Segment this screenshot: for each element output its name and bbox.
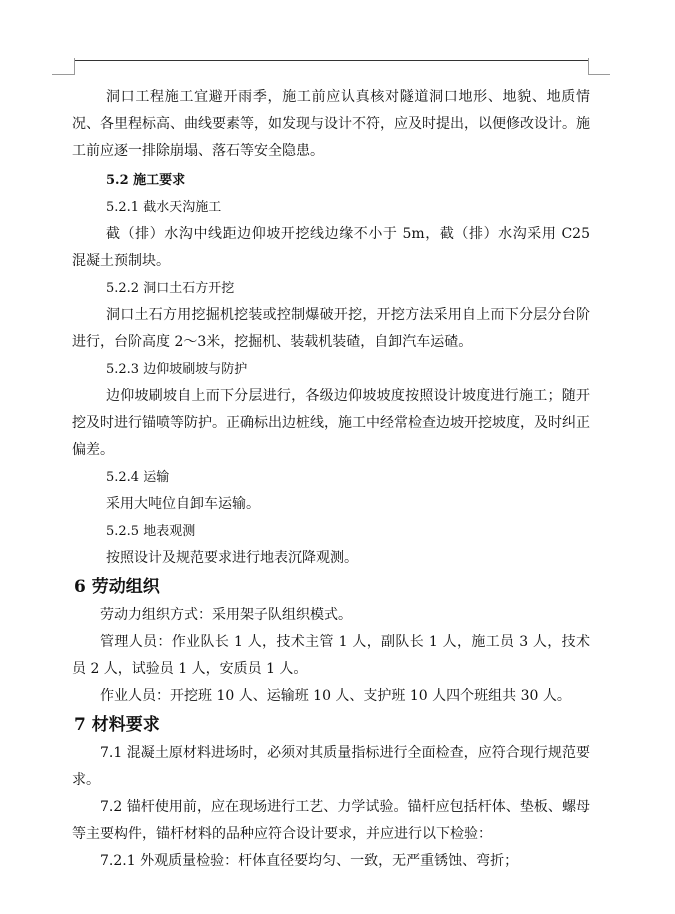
paragraph-labor-mode: 劳动力组织方式：采用架子队组织模式。 — [100, 607, 352, 623]
paragraph-5-2-5: 按照设计及规范要求进行地表沉降观测。 — [106, 550, 358, 566]
crop-mark-right-h — [588, 74, 610, 75]
paragraph-5-2-3: 边仰坡刷坡自上而下分层进行，各级边仰坡坡度按照设计坡度进行施工；随开挖及时进行锚喷等防护。正确标出边桩线，施工中经常检查边坡开挖坡度，及时纠正偏差。 — [72, 388, 590, 458]
subsection-5-2-5: 5.2.5 地表观测 — [106, 524, 196, 539]
header-rule — [74, 60, 588, 61]
paragraph-intro: 洞口工程施工宜避开雨季，施工前应认真核对隧道洞口地形、地貌、地质情况、各里程标高、曲线要素等，如发现与设计不符，应及时提出，以便修改设计。施工前应逐一排除崩塌、落石等安全隐患。 — [72, 89, 590, 159]
paragraph-work-staff: 作业人员：开挖班 10 人、运输班 10 人、支护班 10 人四个班组共 30 人。 — [100, 688, 571, 704]
paragraph-7-2: 7.2 锚杆使用前，应在现场进行工艺、力学试验。锚杆应包括杆体、垫板、螺母等主要构件，锚杆材料的品种应符合设计要求，并应进行以下检验： — [72, 799, 590, 842]
paragraph-5-2-4: 采用大吨位自卸车运输。 — [106, 496, 260, 512]
subsection-5-2-1: 5.2.1 截水天沟施工 — [106, 200, 222, 215]
paragraph-5-2-2: 洞口土石方用挖掘机挖装或控制爆破开挖，开挖方法采用自上而下分层分台阶进行，台阶高度 2～3米，挖掘机、装载机装碴，自卸汽车运碴。 — [72, 307, 590, 350]
paragraph-management-staff: 管理人员：作业队长 1 人，技术主管 1 人，副队长 1 人，施工员 3 人，技术员 2 人，试验员 1 人，安质员 1 人。 — [72, 634, 590, 677]
paragraph-7-1: 7.1 混凝土原材料进场时，必须对其质量指标进行全面检查，应符合现行规范要求。 — [72, 745, 590, 788]
section-heading-5-2: 5.2 施工要求 — [106, 173, 186, 188]
document-body — [72, 84, 590, 875]
subsection-5-2-4: 5.2.4 运输 — [106, 470, 170, 485]
paragraph-7-2-1: 7.2.1 外观质量检验：杆体直径要均匀、一致，无严重锈蚀、弯折； — [100, 853, 519, 869]
crop-mark-right-v — [588, 58, 589, 75]
subsection-5-2-3: 5.2.3 边仰坡刷坡与防护 — [106, 362, 248, 377]
chapter-heading-6: 6 劳动组织 — [74, 577, 160, 597]
subsection-5-2-2: 5.2.2 洞口土石方开挖 — [106, 281, 235, 296]
crop-mark-left-v — [74, 58, 75, 75]
chapter-heading-7: 7 材料要求 — [74, 715, 160, 735]
paragraph-5-2-1: 截（排）水沟中线距边仰坡开挖线边缘不小于 5m，截（排）水沟采用 C25 混凝土预制块。 — [72, 226, 590, 269]
crop-mark-left-h — [52, 74, 74, 75]
